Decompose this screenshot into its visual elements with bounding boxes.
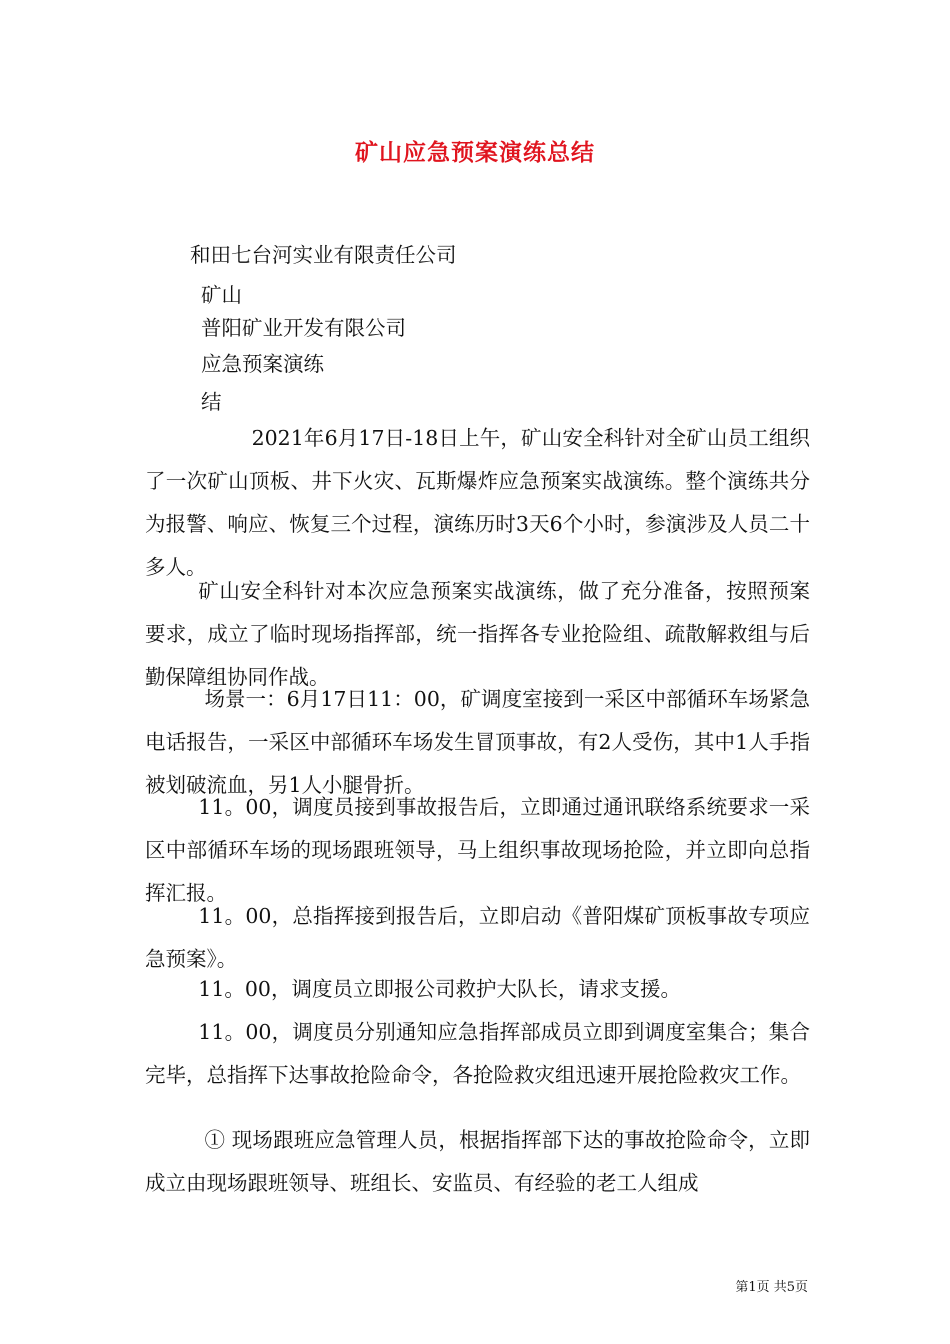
paragraph-request-support: 11。00，调度员立即报公司救护大队长，请求支援。 bbox=[198, 977, 681, 1001]
paragraph-dispatch-report: 11。00，调度员接到事故报告后，立即通过通讯联络系统要求一采区中部循环车场的现场跟班领导，马上组织事故现场抢险，并立即向总指挥汇报。 bbox=[145, 795, 810, 905]
paragraph-overview: 2021年6月17日-18日上午，矿山安全科针对全矿山员工组织了一次矿山顶板、井下火灾、瓦斯爆炸应急预案实战演练。整个演练共分为报警、响应、恢复三个过程，演练历时3天6个小时，参演涉及人员二十多人。 bbox=[145, 426, 810, 579]
header-line-subsidiary: 普阳矿业开发有限公司 bbox=[201, 316, 406, 340]
header-line-mine: 矿山 bbox=[201, 283, 242, 307]
paragraph-activate-plan: 11。00，总指挥接到报告后，立即启动《普阳煤矿顶板事故专项应急预案》。 bbox=[145, 904, 810, 971]
header-line-summary: 结 bbox=[201, 390, 222, 414]
header-line-drill: 应急预案演练 bbox=[201, 352, 324, 376]
paragraph-onsite-team: ① 现场跟班应急管理人员，根据指挥部下达的事故抢险命令，立即成立由现场跟班领导、班组长、安监员、有经验的老工人组成 bbox=[145, 1128, 810, 1195]
paragraph-assemble-command: 11。00，调度员分别通知应急指挥部成员立即到调度室集合；集合完毕，总指挥下达事故抢险命令，各抢险救灾组迅速开展抢险救灾工作。 bbox=[145, 1020, 810, 1087]
page-number: 第1页 共5页 bbox=[735, 1280, 808, 1295]
header-line-company: 和田七台河实业有限责任公司 bbox=[190, 243, 457, 267]
document-title: 矿山应急预案演练总结 bbox=[355, 139, 595, 166]
paragraph-preparation: 矿山安全科针对本次应急预案实战演练，做了充分准备，按照预案要求，成立了临时现场指挥部，统一指挥各专业抢险组、疏散解救组与后勤保障组协同作战。 bbox=[145, 579, 810, 689]
paragraph-scenario-one: 场景一：6月17日11：00，矿调度室接到一采区中部循环车场紧急电话报告，一采区中部循环车场发生冒顶事故，有2人受伤，其中1人手指被划破流血，另1人小腿骨折。 bbox=[145, 687, 810, 797]
